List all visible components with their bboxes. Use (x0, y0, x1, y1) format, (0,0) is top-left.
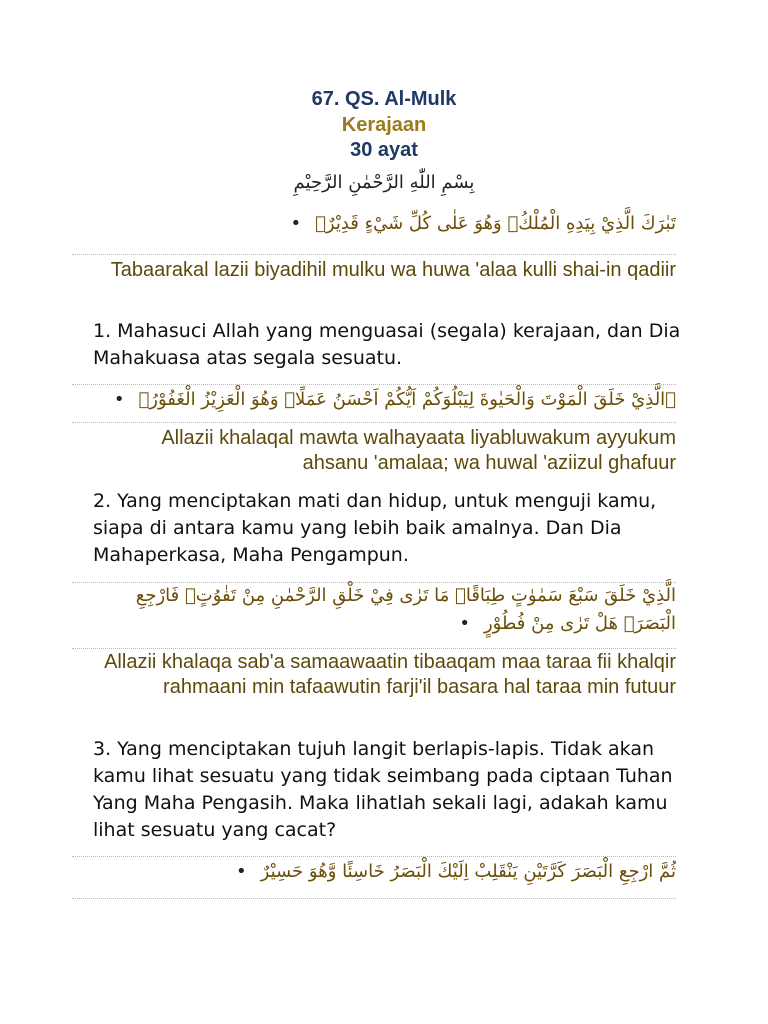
verse-3-arabic (96, 582, 676, 638)
page-title: 67. QS. Al-Mulk (311, 88, 457, 110)
verse-1-arabic (86, 210, 676, 238)
divider (72, 898, 676, 899)
divider (72, 648, 676, 649)
verse-2-arabic-text: ۨالَّذِيْ خَلَقَ الْمَوْتَ وَالْحَيٰوةَ لِيَبْلُوَكُمْ اَيُّكُمْ اَحْسَنُ عَمَلًاۗ وَهُوَ الْعَزِيْزُ الْغَفُوْرُۙ (138, 389, 676, 410)
ayat-count: 30 ayat (350, 139, 418, 161)
bullet-icon: • (290, 213, 302, 234)
bismillah: بِسْمِ اللّٰهِ الرَّحْمٰنِ الرَّحِيْمِ (293, 172, 475, 193)
verse-3-transliteration: Allazii khalaqa sab'a samaawaatin tibaaqam maa taraa fii khalqir rahmaani min tafaawutin farji'il basara hal taraa min futuur (104, 651, 676, 698)
bullet-icon: • (459, 613, 470, 634)
verse-1-translation: 1. Mahasuci Allah yang menguasai (segala) kerajaan, dan Dia Mahakuasa atas segala sesuatu. (93, 320, 681, 369)
verse-3-arabic-text: الَّذِيْ خَلَقَ سَبْعَ سَمٰوٰتٍ طِبَاقًاۗ مَا تَرٰى فِيْ خَلْقِ الرَّحْمٰنِ مِنْ تَفٰوُتٍۗ فَارْجِعِ الْبَصَرَۙ هَلْ تَرٰى مِنْ فُطُوْرٍ (135, 585, 676, 634)
verse-1-arabic-text: تَبٰرَكَ الَّذِيْ بِيَدِهِ الْمُلْكُۖ وَهُوَ عَلٰى كُلِّ شَيْءٍ قَدِيْرٌۙ (315, 213, 676, 234)
verse-4-arabic (86, 858, 676, 886)
verse-2-translation: 2. Yang menciptakan mati dan hidup, untuk menguji kamu, siapa di antara kamu yang lebih baik amalnya. Dan Dia Mahaperkasa, Maha Pengampun. (93, 490, 657, 566)
divider (72, 384, 676, 385)
surah-meaning: Kerajaan (341, 114, 427, 136)
divider (72, 422, 676, 423)
verse-3-translation: 3. Yang menciptakan tujuh langit berlapis-lapis. Tidak akan kamu lihat sesuatu yang tidak seimbang pada ciptaan Tuhan Yang Maha Pengasih. Maka lihatlah sekali lagi, adakah kamu lihat sesuatu yang cacat? (93, 738, 673, 841)
verse-4-arabic-text: ثُمَّ ارْجِعِ الْبَصَرَ كَرَّتَيْنِ يَنْقَلِبْ اِلَيْكَ الْبَصَرُ خَاسِئًا وَّهُوَ حَسِيْرٌ (260, 861, 676, 882)
verse-2-arabic (86, 386, 676, 414)
verse-1-transliteration: Tabaarakal lazii biyadihil mulku wa huwa 'alaa kulli shai-in qadiir (110, 259, 676, 281)
bullet-icon: • (236, 861, 247, 882)
bullet-icon: • (113, 389, 125, 410)
divider (72, 856, 676, 857)
verse-2-transliteration: Allazii khalaqal mawta walhayaata liyabluwakum ayyukum ahsanu 'amalaa; wa huwal 'aziizul ghafuur (161, 427, 676, 474)
divider (72, 254, 676, 255)
